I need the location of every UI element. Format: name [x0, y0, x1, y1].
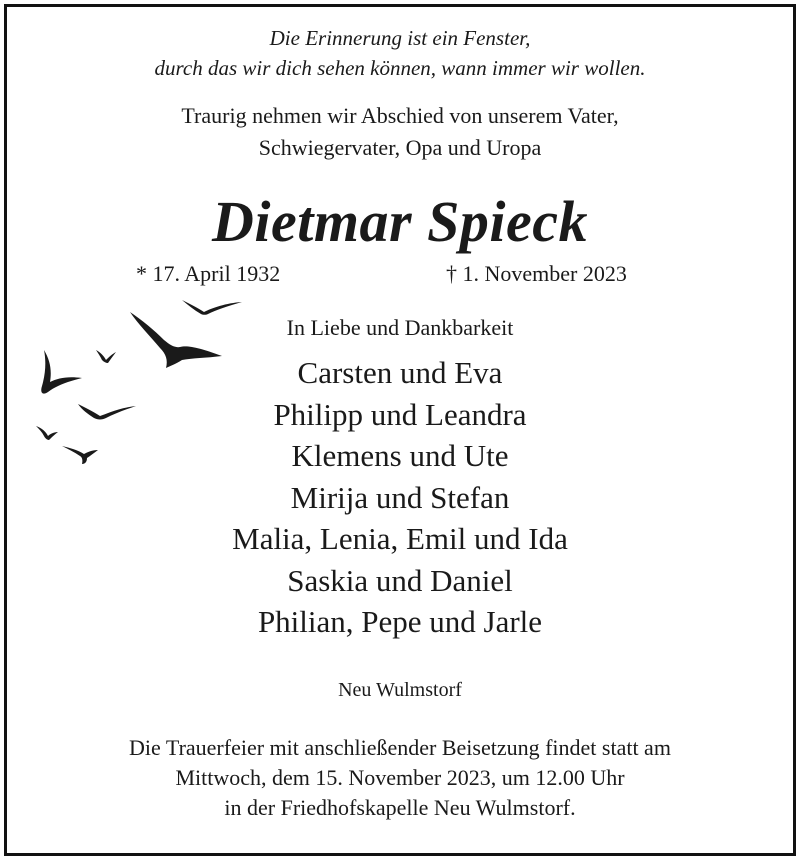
- mourner-name: Klemens und Ute: [291, 438, 509, 473]
- intro-line-1: Traurig nehmen wir Abschied von unserem Vater,: [181, 103, 619, 128]
- service-line-1: Die Trauerfeier mit anschließender Beisetzung findet statt am: [129, 735, 671, 760]
- mourner-name: Philipp und Leandra: [273, 396, 527, 432]
- mourner-name: Mirija und Stefan: [290, 479, 510, 515]
- memorial-quote: [0, 23, 800, 83]
- funeral-service-info: [0, 733, 800, 823]
- mourner-name: Saskia und Daniel: [287, 562, 513, 598]
- service-line-3: in der Friedhofskapelle Neu Wulmstorf.: [224, 795, 576, 820]
- service-line-2: Mittwoch, dem 15. November 2023, um 12.00 Uhr: [175, 765, 625, 790]
- town-name: Neu Wulmstorf: [338, 679, 462, 701]
- birth-date: * 17. April 1932: [136, 261, 281, 286]
- quote-line-1: Die Erinnerung ist ein Fenster,: [269, 26, 531, 50]
- bird-top-icon: [182, 300, 242, 315]
- mourner-name: Carsten und Eva: [297, 355, 503, 390]
- quote-line-2: durch das wir dich sehen können, wann immer wir wollen.: [154, 56, 646, 80]
- mourner-name: Philian, Pepe und Jarle: [257, 604, 543, 639]
- intro-line-2: Schwiegervater, Opa und Uropa: [258, 135, 542, 160]
- mourners-intro: In Liebe und Dankbarkeit: [286, 315, 514, 340]
- mourners-list: [0, 352, 800, 643]
- death-date: † 1. November 2023: [446, 261, 627, 286]
- farewell-intro: [0, 100, 800, 164]
- deceased-name: Dietmar Spieck: [212, 189, 588, 254]
- mourner-name: Malia, Lenia, Emil und Ida: [232, 521, 568, 556]
